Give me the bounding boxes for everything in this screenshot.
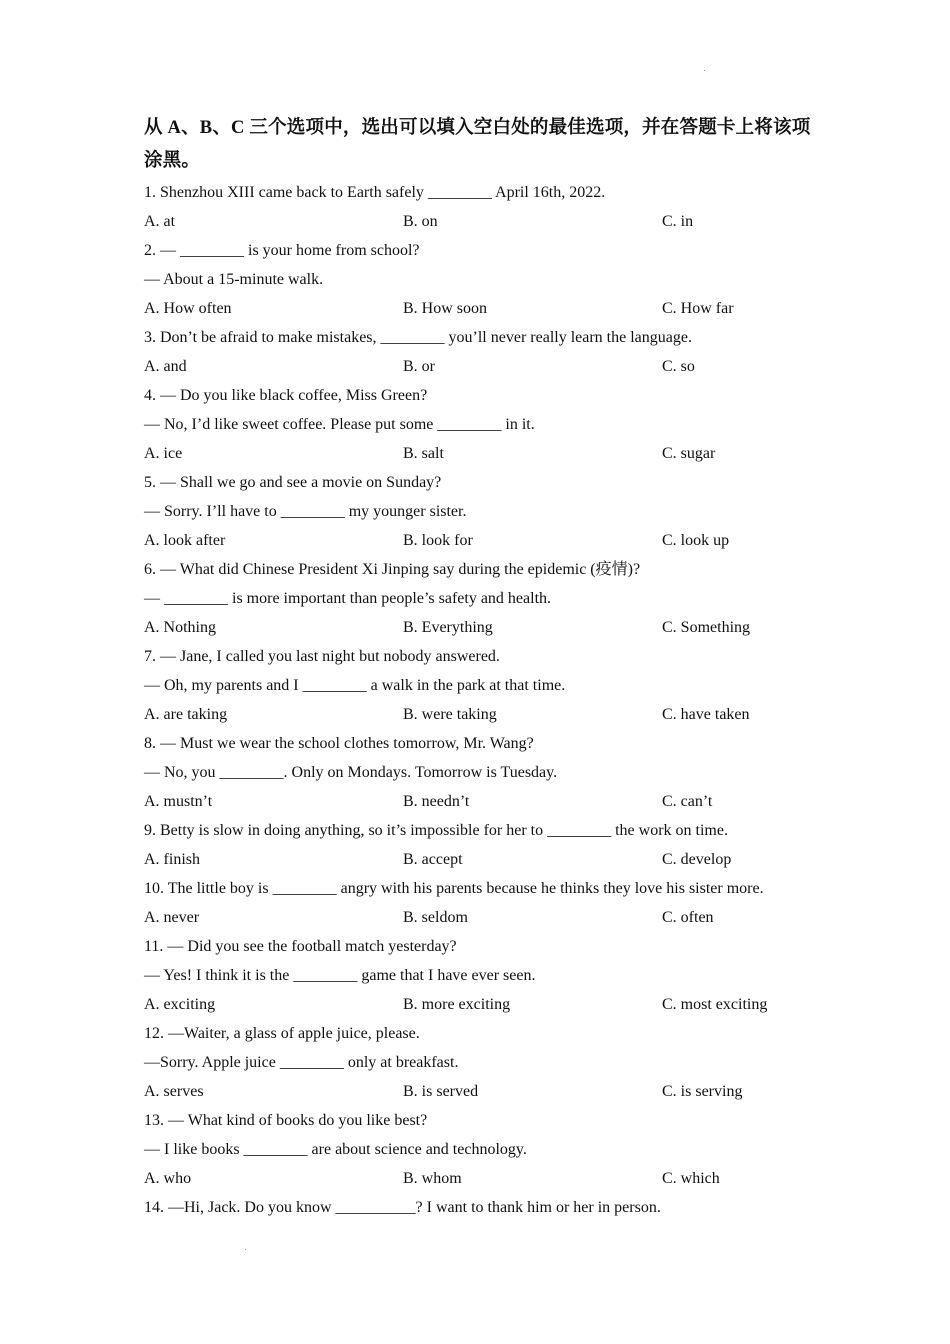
option-b: B. on	[403, 213, 438, 230]
options-row	[144, 294, 824, 323]
question-response-line: —Sorry. Apple juice ________ only at breakfast.	[144, 1054, 459, 1071]
question-12	[144, 1019, 824, 1106]
option-c: C. in	[662, 213, 694, 230]
question-response-line: — ________ is more important than people’s safety and health.	[144, 590, 552, 607]
question-response-line: — No, you ________. Only on Mondays. Tomorrow is Tuesday.	[144, 764, 558, 781]
option-c: C. How far	[662, 300, 734, 317]
option-c: C. Something	[662, 619, 751, 636]
option-b: B. whom	[403, 1170, 462, 1187]
scan-speck	[704, 70, 705, 71]
question-10	[144, 874, 824, 932]
option-b: B. accept	[403, 851, 463, 868]
option-b: B. or	[403, 358, 435, 375]
option-a: A. who	[144, 1170, 192, 1187]
question-13	[144, 1106, 824, 1193]
options-row	[144, 207, 824, 236]
option-b: B. Everything	[403, 619, 493, 636]
option-b: B. needn’t	[403, 793, 470, 810]
question-stem: 3. Don’t be afraid to make mistakes, ________ you’ll never really learn the language.	[144, 329, 692, 346]
question-stem: 13. — What kind of books do you like best?	[144, 1112, 428, 1129]
question-4	[144, 381, 824, 468]
question-stem: 2. — ________ is your home from school?	[144, 242, 420, 259]
option-b: B. is served	[403, 1083, 479, 1100]
option-a: A. look after	[144, 532, 226, 549]
question-stem: 8. — Must we wear the school clothes tomorrow, Mr. Wang?	[144, 735, 534, 752]
options-row	[144, 613, 824, 642]
question-stem: 10. The little boy is ________ angry with his parents because he thinks they love his sister more.	[144, 880, 764, 897]
option-a: A. mustn’t	[144, 793, 213, 810]
option-b: B. look for	[403, 532, 473, 549]
option-c: C. look up	[662, 532, 730, 549]
option-c: C. often	[662, 909, 714, 926]
question-stem: 5. — Shall we go and see a movie on Sunday?	[144, 474, 442, 491]
question-6	[144, 555, 824, 642]
options-row	[144, 1077, 824, 1106]
question-response-line: — No, I’d like sweet coffee. Please put some ________ in it.	[144, 416, 535, 433]
option-a: A. at	[144, 213, 176, 230]
question-response-line: — About a 15-minute walk.	[144, 271, 324, 288]
question-response-line: — I like books ________ are about science and technology.	[144, 1141, 527, 1158]
option-c: C. can’t	[662, 793, 713, 810]
question-3	[144, 323, 824, 381]
question-response-line: — Sorry. I’ll have to ________ my younger sister.	[144, 503, 467, 520]
question-5	[144, 468, 824, 555]
options-row	[144, 1164, 824, 1193]
option-a: A. are taking	[144, 706, 228, 723]
options-row	[144, 526, 824, 555]
option-b: B. were taking	[403, 706, 497, 723]
option-a: A. and	[144, 358, 187, 375]
option-b: B. seldom	[403, 909, 468, 926]
options-row	[144, 700, 824, 729]
option-c: C. which	[662, 1170, 720, 1187]
option-a: A. finish	[144, 851, 200, 868]
option-a: A. How often	[144, 300, 232, 317]
question-stem: 7. — Jane, I called you last night but nobody answered.	[144, 648, 500, 665]
option-b: B. salt	[403, 445, 444, 462]
question-stem: 9. Betty is slow in doing anything, so it’s impossible for her to ________ the work on time.	[144, 822, 728, 839]
option-c: C. so	[662, 358, 695, 375]
option-a: A. serves	[144, 1083, 204, 1100]
scan-speck	[245, 1249, 246, 1250]
question-11	[144, 932, 824, 1019]
question-7	[144, 642, 824, 729]
option-a: A. never	[144, 909, 200, 926]
option-c: C. sugar	[662, 445, 716, 462]
option-b: B. How soon	[403, 300, 488, 317]
option-c: C. most exciting	[662, 996, 768, 1013]
question-stem: 12. —Waiter, a glass of apple juice, please.	[144, 1025, 420, 1042]
option-b: B. more exciting	[403, 996, 511, 1013]
option-a: A. ice	[144, 445, 183, 462]
question-stem: 14. —Hi, Jack. Do you know __________? I want to thank him or her in person.	[144, 1199, 661, 1216]
question-stem: 1. Shenzhou XIII came back to Earth safely ________ April 16th, 2022.	[144, 184, 606, 201]
question-list	[144, 178, 824, 1222]
question-stem: 11. — Did you see the football match yesterday?	[144, 938, 457, 955]
option-a: A. Nothing	[144, 619, 216, 636]
options-row	[144, 903, 824, 932]
question-1	[144, 178, 824, 236]
options-row	[144, 352, 824, 381]
question-2	[144, 236, 824, 323]
option-c: C. develop	[662, 851, 732, 868]
section-instruction: 从 A、B、C 三个选项中，选出可以填入空白处的最佳选项，并在答题卡上将该项涂黑。	[144, 118, 811, 171]
question-14	[144, 1193, 824, 1222]
option-c: C. have taken	[662, 706, 750, 723]
question-response-line: — Oh, my parents and I ________ a walk in the park at that time.	[144, 677, 566, 694]
options-row	[144, 990, 824, 1019]
question-stem: 6. — What did Chinese President Xi Jinping say during the epidemic (疫情)?	[144, 561, 641, 578]
options-row	[144, 787, 824, 816]
question-9	[144, 816, 824, 874]
options-row	[144, 845, 824, 874]
option-c: C. is serving	[662, 1083, 743, 1100]
question-8	[144, 729, 824, 816]
option-a: A. exciting	[144, 996, 216, 1013]
question-response-line: — Yes! I think it is the ________ game that I have ever seen.	[144, 967, 536, 984]
options-row	[144, 439, 824, 468]
question-stem: 4. — Do you like black coffee, Miss Green?	[144, 387, 428, 404]
